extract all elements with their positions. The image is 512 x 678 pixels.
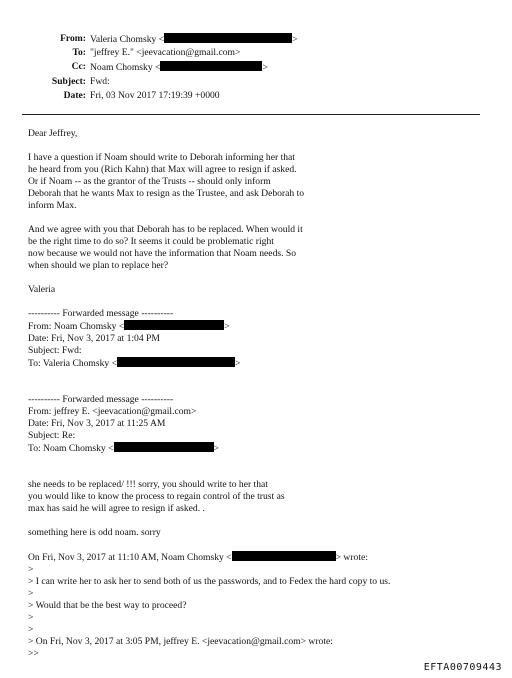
header-divider [22, 114, 480, 115]
date-value: Fri, 03 Nov 2017 17:19:39 +0000 [90, 89, 220, 101]
text-line: inform Max. [28, 200, 77, 211]
paragraph-2 [28, 224, 488, 272]
forward-to: To: Valeria Chomsky < [28, 358, 118, 369]
text-line: he heard from you (Rich Kahn) that Max will agree to resign if asked. [28, 164, 297, 175]
quoted-line: > On Fri, Nov 3, 2017 at 3:05 PM, jeffrey E. <jeevacation@gmail.com> wrote: [28, 636, 333, 647]
forwarded-message-1: ---------- Forwarded message ---------- From: Noam Chomsky < > Date: Fri, Nov 3, 2017 at 1:04 PM Subject: Fwd: To: Valeria Chomsky < > [28, 308, 488, 370]
redaction-bar [232, 551, 336, 561]
header-from-row [0, 33, 512, 47]
quoted-line: > [28, 564, 34, 575]
paragraph-3 [28, 479, 488, 515]
redaction-bar [117, 357, 235, 367]
quoted-line: > I can write her to ask her to send both of us the passwords, and to Fedex the hard copy to us. [28, 576, 391, 587]
text-line: be the right time to do so? It seems it could be problematic right [28, 236, 274, 247]
header-to-row [0, 47, 512, 61]
forward-date: Date: Fri, Nov 3, 2017 at 1:04 PM [28, 333, 160, 344]
forward-subject: Subject: Fwd: [28, 345, 82, 356]
subject-value: Fwd: [90, 75, 110, 87]
email-header [0, 33, 512, 104]
redaction-bar [114, 442, 214, 452]
email-body [28, 128, 488, 660]
cc-value: Noam Chomsky < [90, 62, 161, 74]
forward-heading: ---------- Forwarded message ---------- [28, 394, 174, 405]
text-line: And we agree with you that Deborah has to be replaced. When would it [28, 224, 303, 235]
forward-to: To: Noam Chomsky < [28, 443, 114, 454]
greeting: Dear Jeffrey, [28, 128, 78, 139]
forward-heading: ---------- Forwarded message ---------- [28, 308, 174, 319]
quoted-text [28, 564, 488, 660]
text-line: Deborah that he wants Max to resign as the Trustee, and ask Deborah to [28, 188, 305, 199]
from-label: From: [60, 33, 86, 44]
quoted-line: > [28, 612, 34, 623]
forward-subject: Subject: Re: [28, 430, 76, 441]
quoted-line: > [28, 624, 34, 635]
text-line: I have a question if Noam should write to Deborah informing her that [28, 152, 295, 163]
signature: Valeria [28, 284, 56, 295]
redaction-bar [160, 61, 262, 71]
header-cc-row [0, 61, 512, 75]
date-label: Date: [63, 89, 86, 101]
to-value: "jeffrey E." <jeevacation@gmail.com> [90, 47, 241, 59]
forward-from: From: jeffrey E. <jeevacation@gmail.com> [28, 406, 197, 417]
text-line: she needs to be replaced/ !!! sorry, you should write to her that [28, 479, 268, 490]
bates-number: EFTA00709443 [423, 662, 502, 673]
paragraph-4: something here is odd noam. sorry [28, 527, 161, 538]
forwarded-message-2: ---------- Forwarded message ---------- From: jeffrey E. <jeevacation@gmail.com> Date: Fri, Nov 3, 2017 at 11:25 AM Subject: Re: To: Noam Chomsky < > [28, 394, 488, 455]
subject-label: Subject: [51, 75, 86, 87]
header-subject-row [0, 76, 512, 90]
to-label: To: [72, 47, 86, 59]
quoted-line: > [28, 588, 34, 599]
cc-label: Cc: [71, 61, 86, 73]
from-value: Valeria Chomsky < [90, 34, 165, 45]
redaction-bar [124, 320, 224, 330]
text-line: when should we plan to replace her? [28, 260, 169, 271]
from-tail: > [292, 34, 298, 45]
paragraph-1 [28, 152, 488, 212]
text-line: max has said he will agree to resign if asked. . [28, 503, 205, 514]
text-line: now because we would not have the information that Noam needs. So [28, 248, 297, 259]
forward-date: Date: Fri, Nov 3, 2017 at 11:25 AM [28, 418, 166, 429]
cc-tail: > [262, 62, 268, 74]
quoted-line: > Would that be the best way to proceed? [28, 600, 187, 611]
quoted-line: >> [28, 648, 39, 659]
quote-intro: On Fri, Nov 3, 2017 at 11:10 AM, Noam Chomsky < > wrote: [28, 552, 368, 563]
redaction-bar [164, 33, 292, 43]
text-line: you would like to know the process to regain control of the trust as [28, 491, 285, 502]
header-date-row [0, 90, 512, 104]
text-line: Or if Noam -- as the grantor of the Trusts -- should only inform [28, 176, 271, 187]
forward-from: From: Noam Chomsky < [28, 321, 125, 332]
